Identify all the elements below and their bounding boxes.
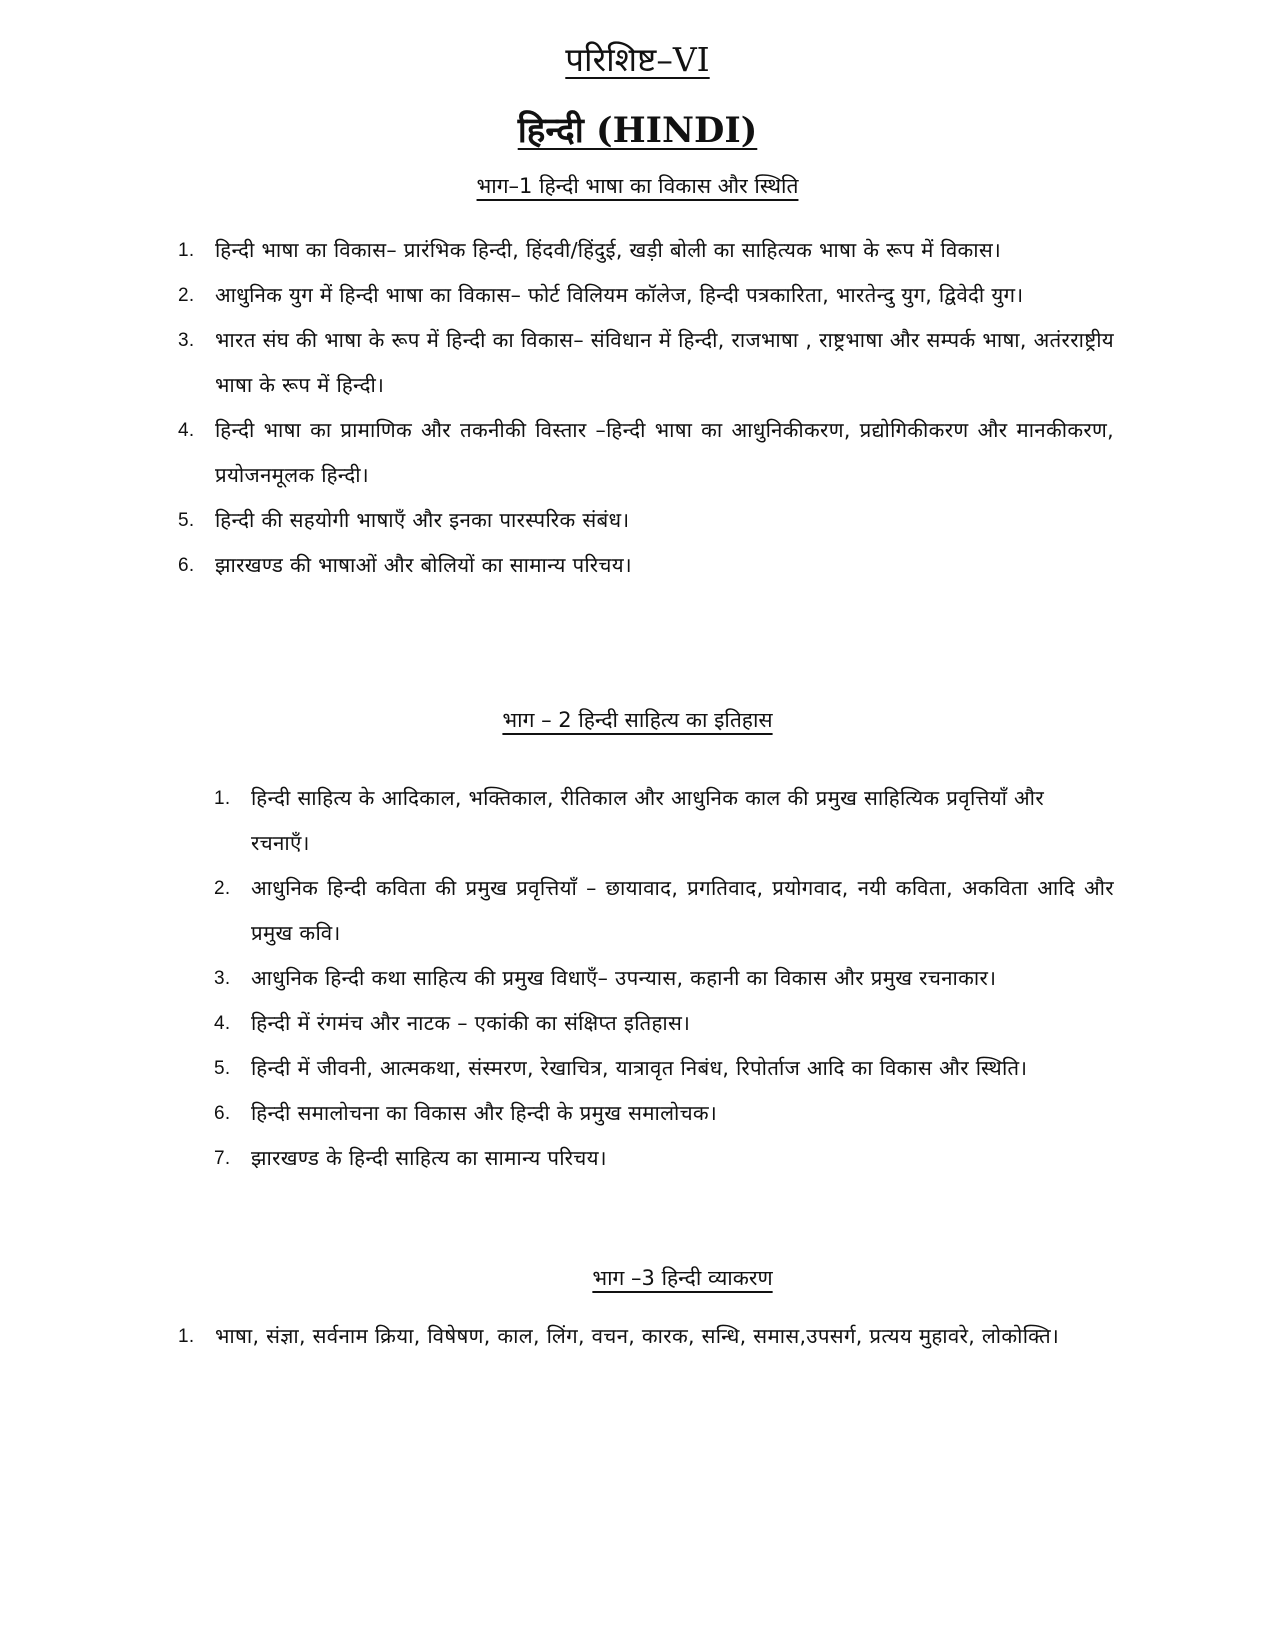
item-number: 1.	[214, 788, 231, 809]
item-text: आधुनिक हिन्दी कथा साहित्य की प्रमुख विधाएँ– उपन्यास, कहानी का विकास और प्रमुख रचनाकार।	[251, 966, 997, 990]
item-text: हिन्दी भाषा का विकास– प्रारंभिक हिन्दी, हिंदवी/हिंदुई, खड़ी बोली का साहित्यक भाषा के रूप में विकास।	[215, 238, 1002, 262]
list-item	[214, 1046, 1114, 1091]
item-number: 1.	[178, 1326, 195, 1347]
item-text: झारखण्ड के हिन्दी साहित्य का सामान्य परिचय।	[251, 1146, 607, 1170]
list-item	[178, 1314, 1078, 1359]
list-item	[214, 776, 1114, 866]
appendix-title: परिशिष्ट–VI	[565, 40, 710, 79]
item-number: 5.	[214, 1058, 231, 1079]
part1-list	[178, 228, 1114, 588]
item-text: हिन्दी समालोचना का विकास और हिन्दी के प्रमुख समालोचक।	[251, 1101, 718, 1125]
item-number: 3.	[214, 968, 231, 989]
list-item	[214, 1091, 1114, 1136]
list-item	[214, 866, 1114, 956]
list-item	[178, 318, 1114, 408]
part2-heading: भाग – 2 हिन्दी साहित्य का इतिहास	[502, 708, 773, 732]
item-text: हिन्दी साहित्य के आदिकाल, भक्तिकाल, रीतिकाल और आधुनिक काल की प्रमुख साहित्यिक प्रवृत्तियाँ और रचनाएँ।	[251, 786, 1044, 855]
item-text: हिन्दी भाषा का प्रामाणिक और तकनीकी विस्तार –हिन्दी भाषा का आधुनिकीकरण, प्रद्योगिकीकरण और मानकीकरण, प्रयोजनमूलक हिन्दी।	[215, 418, 1114, 487]
item-number: 4.	[178, 420, 195, 441]
list-item	[178, 228, 1114, 273]
item-text: हिन्दी में जीवनी, आत्मकथा, संस्मरण, रेखाचित्र, यात्रावृत निबंध, रिपोर्ताज आदि का विकास और स्थिति।	[251, 1056, 1028, 1080]
item-text: झारखण्ड की भाषाओं और बोलियों का सामान्य परिचय।	[215, 553, 632, 577]
list-item	[214, 956, 1114, 1001]
part1-heading: भाग–1 हिन्दी भाषा का विकास और स्थिति	[476, 174, 799, 198]
list-item	[178, 543, 1114, 588]
list-item	[178, 408, 1114, 498]
item-text: आधुनिक हिन्दी कविता की प्रमुख प्रवृत्तियाँ – छायावाद, प्रगतिवाद, प्रयोगवाद, नयी कविता, अकविता आदि और प्रमुख कवि।	[251, 876, 1114, 945]
item-number: 3.	[178, 330, 195, 351]
item-number: 4.	[214, 1013, 231, 1034]
item-number: 2.	[178, 285, 195, 306]
item-number: 6.	[214, 1103, 231, 1124]
item-number: 6.	[178, 555, 195, 576]
item-number: 7.	[214, 1148, 231, 1169]
list-item	[214, 1001, 1114, 1046]
item-text: हिन्दी में रंगमंच और नाटक – एकांकी का संक्षिप्त इतिहास।	[251, 1011, 691, 1035]
item-text: भाषा, संज्ञा, सर्वनाम क्रिया, विषेषण, काल, लिंग, वचन, कारक, सन्धि, समास,उपसर्ग, प्रत्यय मुहावरे, लोकोक्ति।	[215, 1324, 1060, 1348]
part3-heading: भाग –3 हिन्दी व्याकरण	[592, 1266, 773, 1290]
item-text: भारत संघ की भाषा के रूप में हिन्दी का विकास– संविधान में हिन्दी, राजभाषा , राष्ट्रभाषा और सम्पर्क भाषा, अतंरराष्ट्रीय भाषा के रूप में हिन्दी।	[215, 328, 1114, 397]
list-item	[178, 498, 1114, 543]
part3-list	[178, 1314, 1078, 1359]
list-item	[214, 1136, 1114, 1181]
part2-list	[214, 776, 1114, 1181]
list-item	[178, 273, 1114, 318]
item-text: हिन्दी की सहयोगी भाषाएँ और इनका पारस्परिक संबंध।	[215, 508, 630, 532]
item-number: 5.	[178, 510, 195, 531]
subject-title: हिन्दी (HINDI)	[517, 110, 758, 151]
item-text: आधुनिक युग में हिन्दी भाषा का विकास– फोर्ट विलियम कॉलेज, हिन्दी पत्रकारिता, भारतेन्दु युग, द्विवेदी युग।	[215, 283, 1024, 307]
item-number: 2.	[214, 878, 231, 899]
item-number: 1.	[178, 240, 195, 261]
